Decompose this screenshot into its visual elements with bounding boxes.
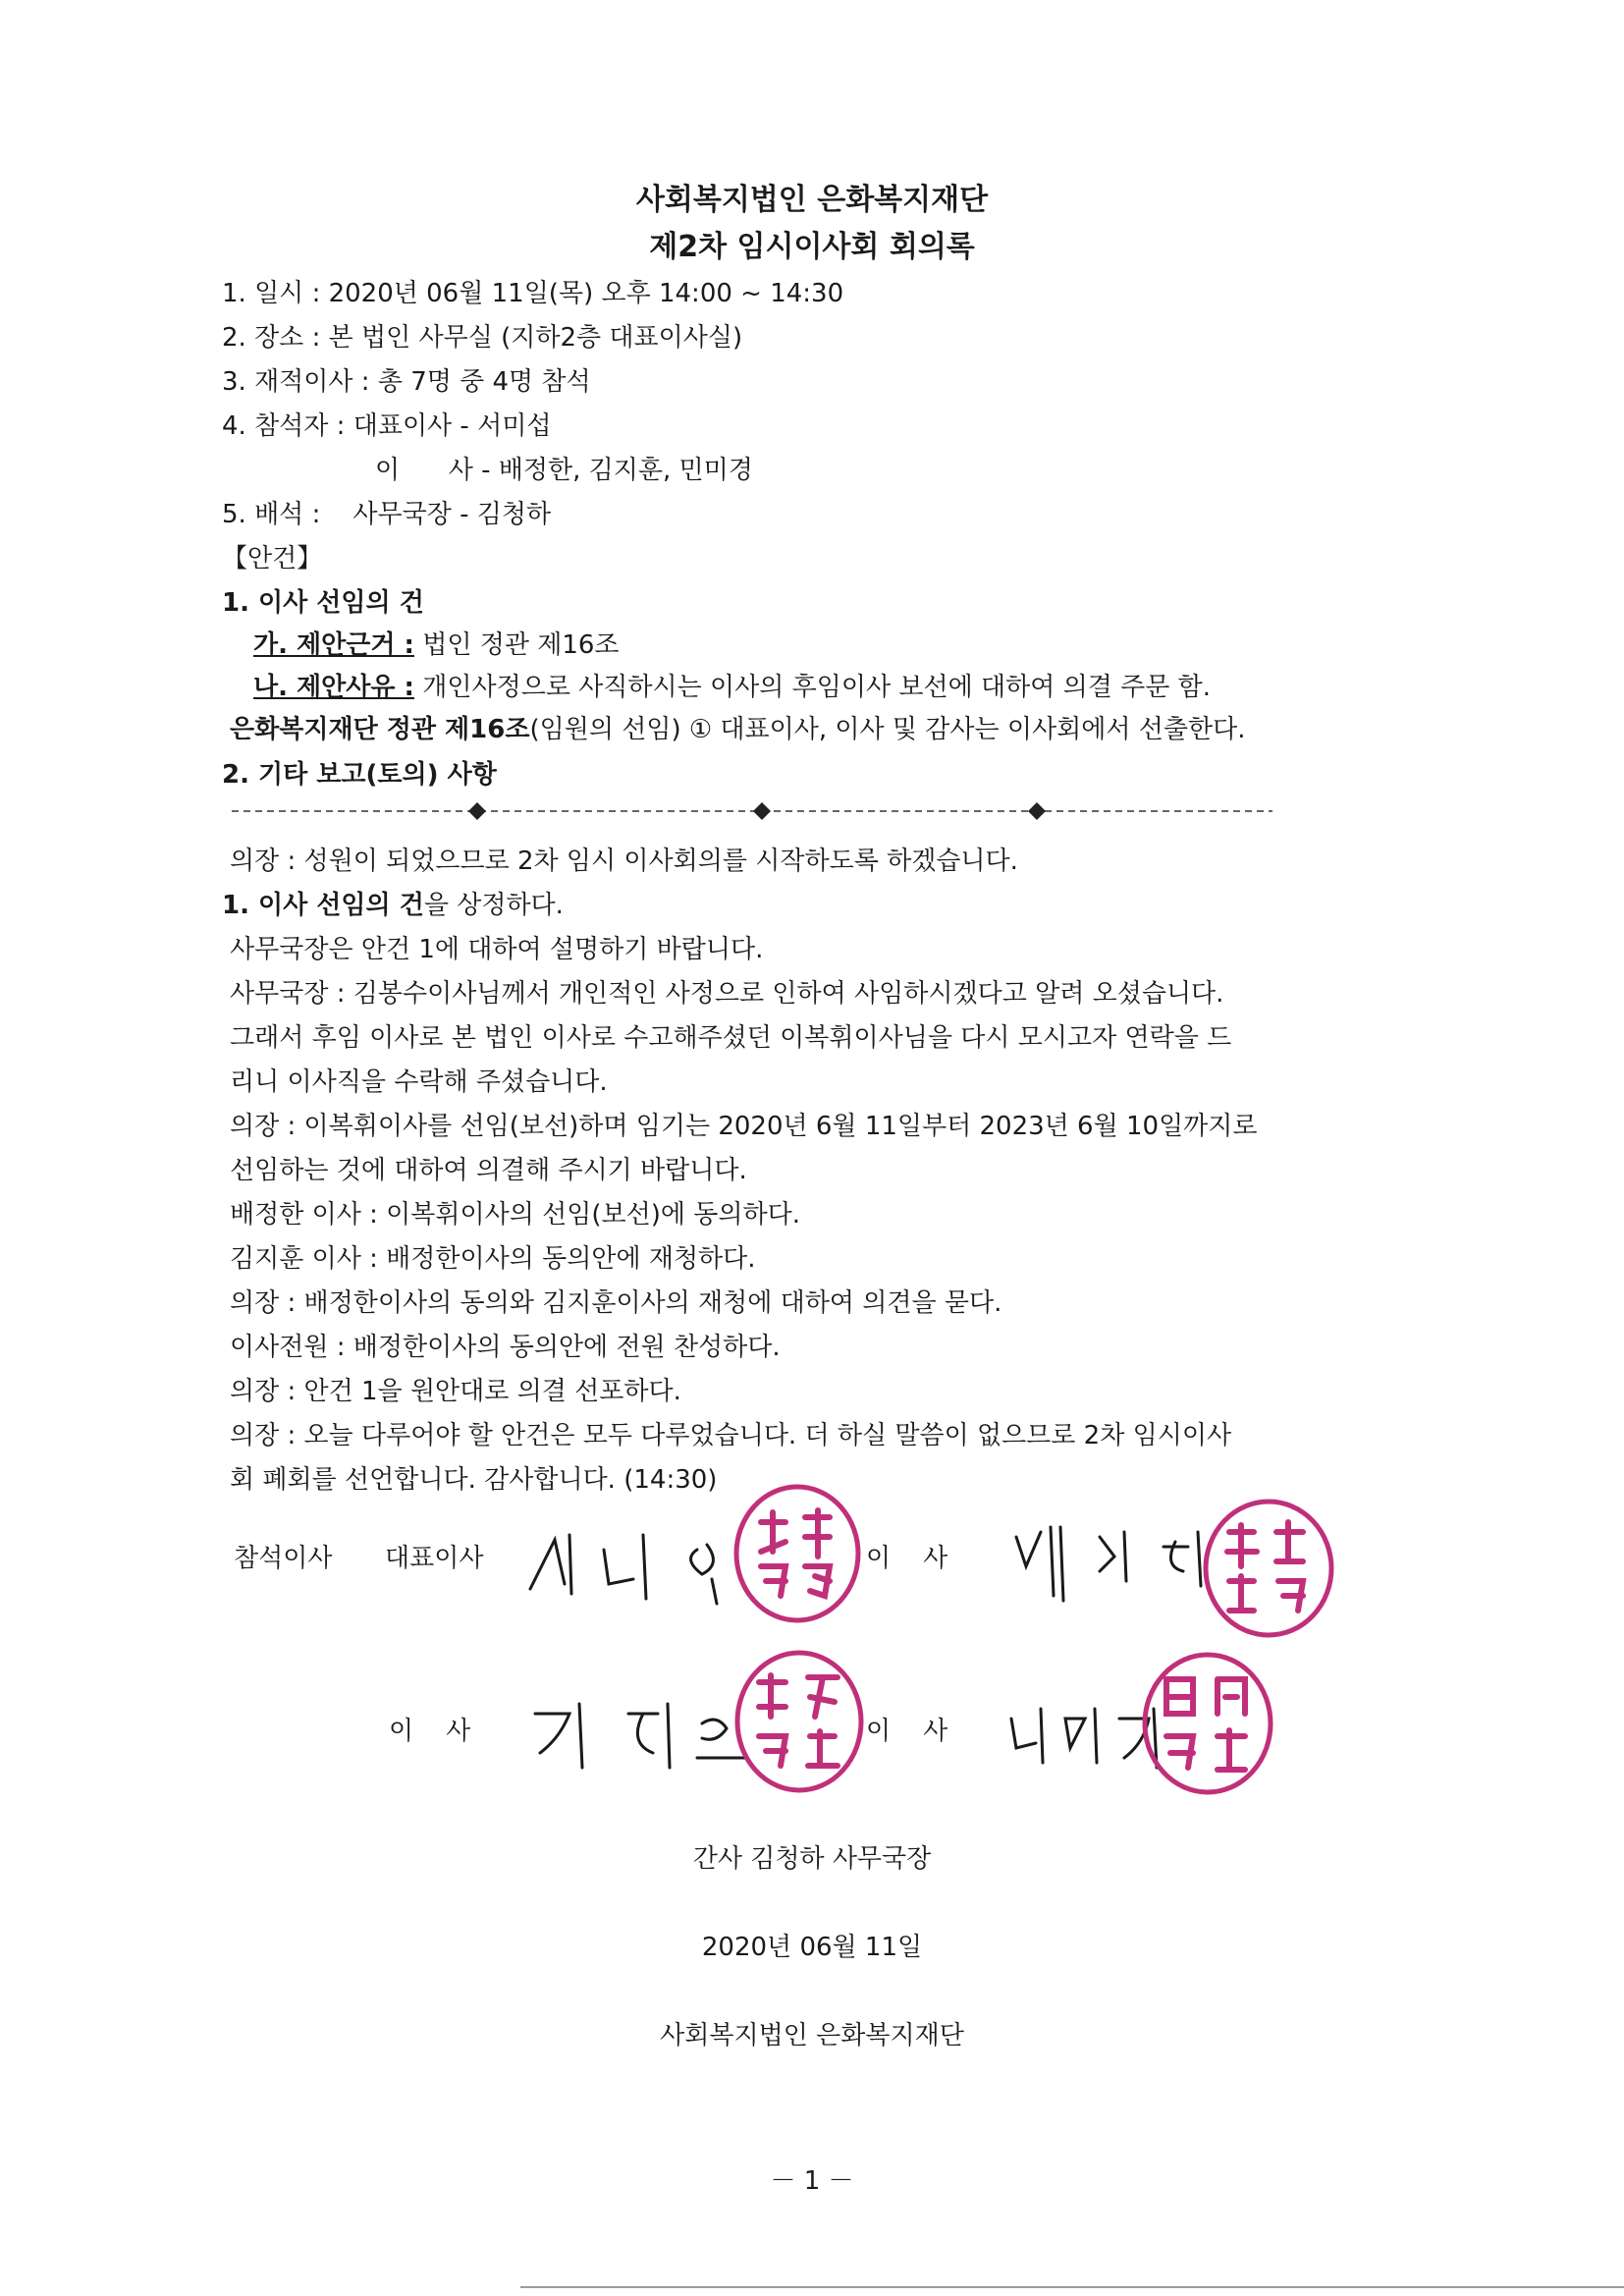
minutes-line-3: 사무국장은 안건 1에 대하여 설명하기 바랍니다. [230,935,764,964]
ceo-signature [511,1520,766,1609]
director-label-2: 이 사 [389,1717,471,1746]
ceo-seal [731,1483,864,1625]
director-seal-3 [1139,1650,1276,1797]
minutes-line-2-bold: 1. 이사 선임의 건 [222,891,424,920]
agenda-ga-text: 법인 정관 제16조 [422,630,620,660]
minutes-line-2 [222,885,564,921]
minutes-line-12: 이사전원 : 배정한이사의 동의안에 전원 찬성하다. [230,1333,781,1362]
director-seal-1 [1200,1498,1337,1640]
agenda-article [230,709,1245,745]
agenda-ga [253,625,620,661]
minutes-line-6: 리니 이사직을 수락해 주셨습니다. [230,1067,608,1097]
minutes-line-14: 의장 : 오늘 다루어야 할 안건은 모두 다루었습니다. 더 하실 말씀이 없으므로 2차 임시이사 [230,1421,1232,1450]
minutes-line-7: 의장 : 이복휘이사를 선임(보선)하며 임기는 2020년 6월 11일부터 2023년 6월 10일까지로 [230,1112,1258,1141]
ceo-label: 대표이사 [385,1544,484,1573]
minutes-line-5: 그래서 후임 이사로 본 법인 이사로 수고해주셨던 이복휘이사님을 다시 모시고자 연락을 드 [230,1023,1232,1053]
minutes-line-4: 사무국장 : 김봉수이사님께서 개인적인 사정으로 인하여 사임하시겠다고 알려 오셨습니다. [230,979,1224,1009]
agenda-item-2: 2. 기타 보고(토의) 사항 [222,760,497,790]
agenda-ga-label: 가. 제안근거 : [253,630,414,660]
footer-org: 사회복지법인 은화복지재단 [660,2021,964,2050]
minutes-line-2-text: 을 상정하다. [423,891,564,920]
director-seal-2 [731,1648,867,1795]
agenda-na [253,667,1211,703]
org-title: 사회복지법인 은화복지재단 [635,183,989,217]
minutes-line-11: 의장 : 배정한이사의 동의와 김지훈이사의 재청에 대하여 의견을 묻다. [230,1288,1002,1318]
agenda-item-1: 1. 이사 선임의 건 [222,588,424,618]
minutes-line-8: 선임하는 것에 대하여 의결해 주시기 바랍니다. [230,1156,747,1185]
info-quorum: 3. 재적이사 : 총 7명 중 4명 참석 [222,367,591,397]
info-attendees-directors: 이 사 - 배정한, 김지훈, 민미경 [375,456,753,485]
minutes-line-9: 배정한 이사 : 이복휘이사의 선임(보선)에 동의하다. [230,1200,800,1230]
secretary-line: 간사 김청하 사무국장 [692,1844,932,1874]
minutes-line-10: 김지훈 이사 : 배정한이사의 동의안에 재청하다. [230,1244,756,1274]
scan-edge-line [520,2286,1624,2288]
attend-label: 참석이사 [234,1544,333,1573]
info-place: 2. 장소 : 본 법인 사무실 (지하2층 대표이사실) [222,323,743,353]
director-label-1: 이 사 [866,1544,948,1573]
section-divider [232,799,1272,823]
director-signature-1 [1006,1512,1222,1611]
info-attendees: 4. 참석자 : 대표이사 - 서미섭 [222,411,552,441]
minutes-line-15: 회 폐회를 선언합니다. 감사합니다. (14:30) [230,1465,718,1495]
document-date: 2020년 06월 11일 [701,1933,923,1962]
document-title: 제2차 임시이사회 회의록 [649,230,975,264]
agenda-na-label: 나. 제안사유 : [253,673,414,702]
page-number: － 1 － [770,2166,854,2196]
agenda-na-text: 개인사정으로 사직하시는 이사의 후임이사 보선에 대하여 의결 주문 함. [422,673,1211,702]
agenda-heading: 【안건】 [222,544,323,574]
agenda-article-text: (임원의 선임) ① 대표이사, 이사 및 감사는 이사회에서 선출한다. [529,715,1246,744]
minutes-line-13: 의장 : 안건 1을 원안대로 의결 선포하다. [230,1377,681,1406]
minutes-line-1: 의장 : 성원이 되었으므로 2차 임시 이사회의를 시작하도록 하겠습니다. [230,847,1018,876]
info-observer: 5. 배석 : 사무국장 - 김청하 [222,500,552,529]
director-label-3: 이 사 [866,1717,948,1746]
info-datetime: 1. 일시 : 2020년 06월 11일(목) 오후 14:00 ~ 14:30 [222,279,844,308]
agenda-article-bold: 은화복지재단 정관 제16조 [230,715,530,744]
